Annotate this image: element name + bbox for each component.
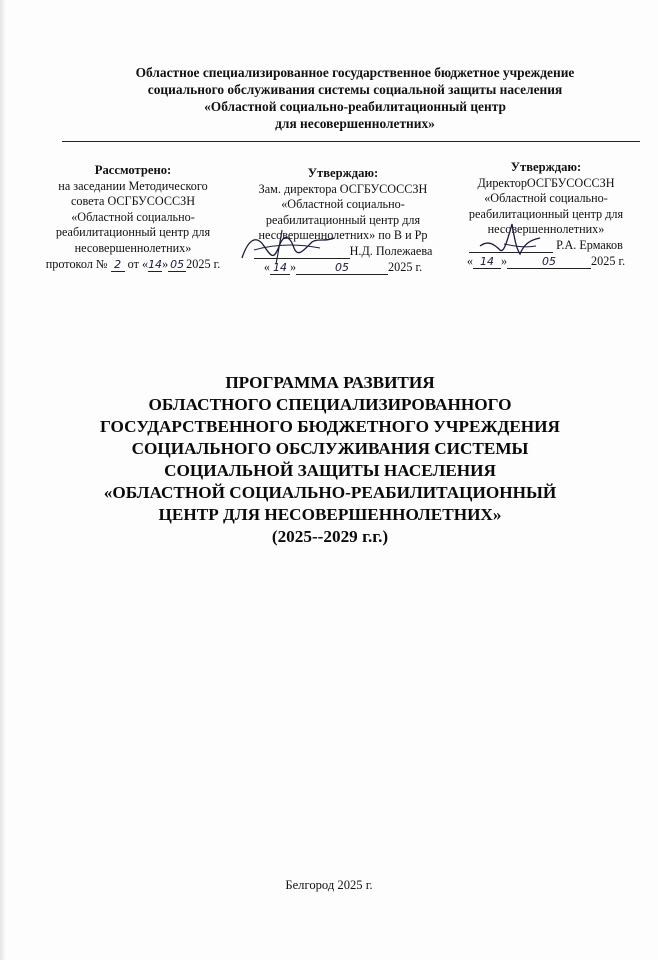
director-approval-title: Утверждаю: xyxy=(510,160,582,174)
deputy-signature xyxy=(234,220,344,270)
deputy-line-1: Зам. директора ОСГБУСОССЗН xyxy=(258,181,428,196)
director-line-2: «Областной социально- xyxy=(484,191,608,206)
reviewed-line-5: несовершеннолетних» xyxy=(74,240,192,255)
program-period: (2025--2029 г.г.) xyxy=(271,527,389,546)
scan-edge-shadow xyxy=(0,0,6,960)
deputy-date-open: « xyxy=(263,259,270,274)
city-year: Белгород 2025 г. xyxy=(285,878,373,892)
program-title-line-2: ОБЛАСТНОГО СПЕЦИАЛИЗИРОВАННОГО xyxy=(148,395,512,414)
header-line-1: Областное специализированное государственное бюджетное учреждение xyxy=(135,65,575,80)
director-signature xyxy=(474,214,554,266)
deputy-line-3: реабилитационный центр для xyxy=(265,212,421,227)
program-title-line-5: СОЦИАЛЬНОЙ ЗАЩИТЫ НАСЕЛЕНИЯ xyxy=(164,461,496,480)
director-date-month: 05 xyxy=(507,255,591,269)
deputy-date-month: 05 xyxy=(296,261,388,275)
deputy-line-4: несовершеннолетних» по В и Рр xyxy=(258,228,428,243)
header-line-3: «Областной социально-реабилитационный центр xyxy=(204,99,506,114)
reviewed-line-2: совета ОСГБУСОССЗН xyxy=(70,194,196,209)
program-title-line-6: «ОБЛАСТНОЙ СОЦИАЛЬНО-РЕАБИЛИТАЦИОННЫЙ xyxy=(103,483,557,502)
protocol-line xyxy=(20,257,246,273)
header-line-4: для несовершеннолетних» xyxy=(275,116,435,131)
header-line-2: социального обслуживания системы социальной защиты населения xyxy=(147,82,563,97)
deputy-date-day: 14 xyxy=(270,261,290,275)
institution-header xyxy=(70,64,640,132)
protocol-prefix: протокол № xyxy=(45,256,108,271)
deputy-signer: Н.Д. Полежаева xyxy=(349,243,433,258)
protocol-from: от « xyxy=(127,256,149,271)
director-signer: Р.А. Ермаков xyxy=(556,237,623,252)
director-line-3: реабилитационный центр для xyxy=(468,206,624,221)
program-title-line-7: ЦЕНТР ДЛЯ НЕСОВЕРШЕННОЛЕТНИХ» xyxy=(158,505,502,524)
protocol-day: 14 xyxy=(148,257,163,271)
protocol-mid: » xyxy=(162,256,169,271)
director-date-open: « xyxy=(466,253,473,268)
reviewed-title: Рассмотрено: xyxy=(94,163,172,177)
program-title-line-4: СОЦИАЛЬНОГО ОБСЛУЖИВАНИЯ СИСТЕМЫ xyxy=(131,439,529,458)
deputy-date-year: 2025 г. xyxy=(388,259,423,274)
header-divider xyxy=(62,141,640,142)
reviewed-block xyxy=(20,163,246,272)
reviewed-line-4: реабилитационный центр для xyxy=(55,225,211,240)
reviewed-line-3: «Областной социально- xyxy=(71,209,195,224)
protocol-year: 2025 г. xyxy=(186,256,221,271)
program-title xyxy=(40,372,620,548)
protocol-month: 05 xyxy=(170,257,185,271)
deputy-line-2: «Областной социально- xyxy=(281,197,405,212)
director-date-close: » xyxy=(500,253,508,268)
director-line-4: несовершеннолетних» xyxy=(487,222,605,237)
protocol-number: 2 xyxy=(111,258,125,272)
director-line-1: ДиректорОСГБУСОССЗН xyxy=(477,175,615,190)
deputy-date-close: » xyxy=(289,259,297,274)
director-date-year: 2025 г. xyxy=(591,253,626,268)
reviewed-line-1: на заседании Методического xyxy=(58,178,208,193)
program-title-line-1: ПРОГРАММА РАЗВИТИЯ xyxy=(225,373,435,392)
director-date-day: 14 xyxy=(473,255,501,269)
deputy-approval-title: Утверждаю: xyxy=(307,166,379,180)
program-title-line-3: ГОСУДАРСТВЕННОГО БЮДЖЕТНОГО УЧРЕЖДЕНИЯ xyxy=(100,417,560,436)
